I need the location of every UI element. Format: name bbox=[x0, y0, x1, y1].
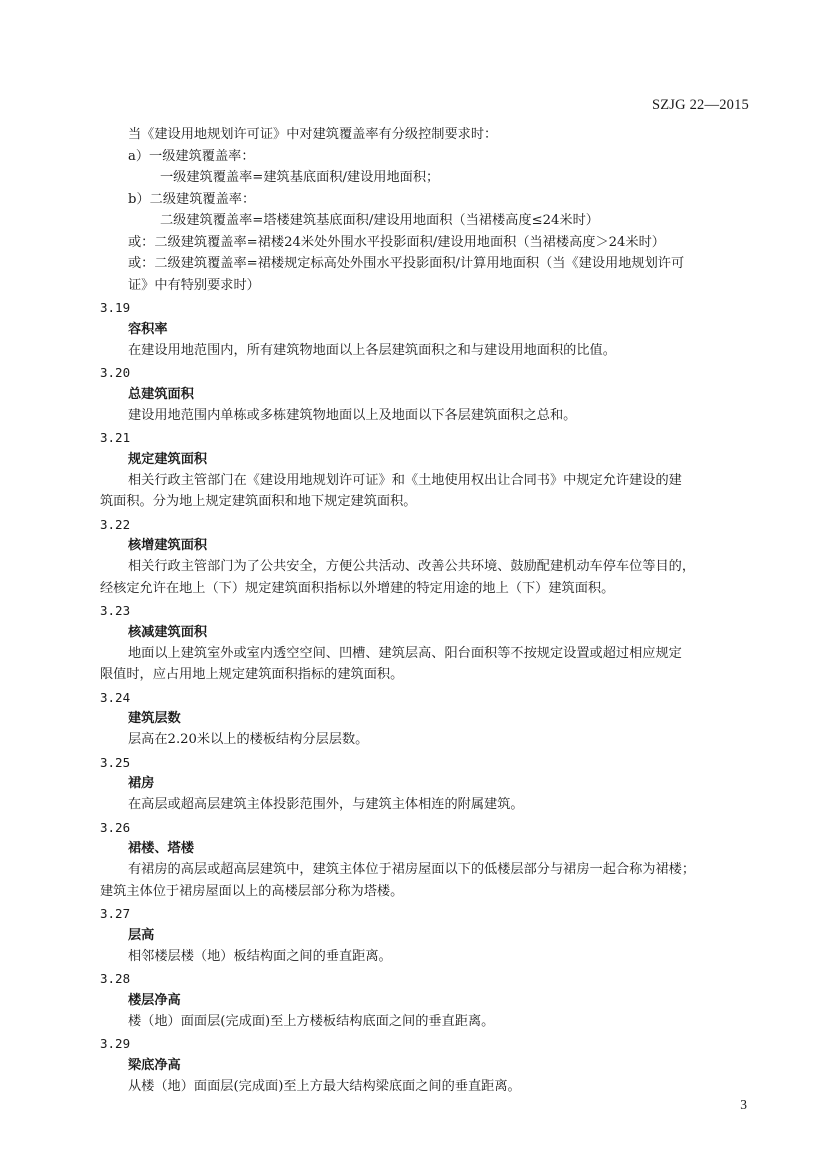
definition-entry bbox=[100, 968, 760, 1032]
term-title: 建筑层数 bbox=[128, 711, 181, 726]
clause-number: 3.27 bbox=[100, 906, 131, 921]
definition-text: 在高层或超高层建筑主体投影范围外，与建筑主体相连的附属建筑。 bbox=[128, 797, 524, 812]
definition-entry bbox=[100, 600, 760, 686]
page-number: 3 bbox=[740, 1097, 747, 1112]
definition-entry bbox=[100, 514, 760, 600]
definition-entry bbox=[100, 903, 760, 967]
clause-number: 3.23 bbox=[100, 603, 131, 618]
intro-line: a）一级建筑覆盖率： bbox=[128, 148, 255, 164]
definition-text: 限值时，应占用地上规定建筑面积指标的建筑面积。 bbox=[100, 667, 404, 682]
definition-text: 相关行政主管部门为了公共安全，方便公共活动、改善公共环境、鼓励配建机动车停车位等目的， bbox=[128, 559, 696, 574]
definition-text: 地面以上建筑室外或室内透空空间、凹槽、建筑层高、阳台面积等不按规定设置或超过相应规定 bbox=[128, 645, 682, 661]
intro-line: 二级建筑覆盖率=塔楼建筑基底面积/建设用地面积（当裙楼高度≤24米时） bbox=[160, 213, 599, 228]
definition-text: 楼（地）面面层(完成面)至上方楼板结构底面之间的垂直距离。 bbox=[128, 1013, 495, 1029]
definition-entry bbox=[100, 817, 760, 903]
term-title: 梁底净高 bbox=[128, 1057, 181, 1073]
intro-line: b）二级建筑覆盖率： bbox=[128, 191, 256, 207]
term-title: 核增建筑面积 bbox=[128, 538, 208, 553]
definition-list bbox=[100, 297, 760, 1097]
clause-number: 3.28 bbox=[100, 971, 131, 986]
definition-text: 建设用地范围内单栋或多栋建筑物地面以上及地面以下各层建筑面积之总和。 bbox=[128, 407, 577, 423]
term-title: 裙房 bbox=[128, 776, 155, 791]
definition-text: 相关行政主管部门在《建设用地规划许可证》和《土地使用权出让合同书》中规定允许建设的建 bbox=[128, 472, 682, 488]
term-title: 层高 bbox=[128, 927, 155, 943]
clause-number: 3.29 bbox=[100, 1036, 131, 1051]
definition-text: 经核定允许在地上（下）规定建筑面积指标以外增建的特定用途的地上（下）建筑面积。 bbox=[100, 580, 615, 596]
term-title: 裙楼、塔楼 bbox=[128, 841, 194, 856]
standard-code: SZJG 22—2015 bbox=[651, 97, 749, 113]
term-title: 总建筑面积 bbox=[128, 386, 194, 402]
intro-line: 或：二级建筑覆盖率=裙楼规定标高处外围水平投影面积/计算用地面积（当《建设用地规划许可 bbox=[128, 256, 685, 271]
definition-entry bbox=[100, 1033, 760, 1097]
clause-number: 3.22 bbox=[100, 516, 131, 532]
term-title: 规定建筑面积 bbox=[128, 451, 208, 467]
clause-number: 3.25 bbox=[100, 754, 131, 770]
definition-entry bbox=[100, 297, 760, 361]
definition-entry bbox=[100, 752, 760, 816]
term-title: 容积率 bbox=[128, 321, 168, 337]
intro-line: 当《建设用地规划许可证》中对建筑覆盖率有分级控制要求时： bbox=[128, 127, 498, 142]
definition-text: 相邻楼层楼（地）板结构面之间的垂直距离。 bbox=[128, 948, 392, 964]
term-title: 核减建筑面积 bbox=[128, 624, 208, 640]
definition-text: 有裙房的高层或超高层建筑中，建筑主体位于裙房屋面以下的低楼层部分与裙房一起合称为裙楼； bbox=[128, 862, 696, 877]
intro-line: 或：二级建筑覆盖率=裙楼24米处外围水平投影面积/建设用地面积（当裙楼高度＞24米时） bbox=[128, 234, 665, 250]
clause-number: 3.21 bbox=[100, 430, 131, 445]
definition-text: 在建设用地范围内，所有建筑物地面以上各层建筑面积之和与建设用地面积的比值。 bbox=[128, 342, 616, 358]
intro-line: 一级建筑覆盖率=建筑基底面积/建设用地面积； bbox=[160, 170, 440, 185]
clause-number: 3.24 bbox=[100, 689, 131, 705]
term-title: 楼层净高 bbox=[128, 992, 181, 1008]
definition-text: 层高在2.20米以上的楼板结构分层层数。 bbox=[128, 732, 369, 747]
definition-entry bbox=[100, 362, 760, 426]
clause-number: 3.20 bbox=[100, 365, 131, 380]
page-content bbox=[100, 124, 760, 1097]
definition-entry bbox=[100, 427, 760, 513]
clause-number: 3.26 bbox=[100, 819, 131, 835]
intro-line: 证》中有特别要求时） bbox=[128, 277, 260, 293]
definition-entry bbox=[100, 687, 760, 751]
clause-number: 3.19 bbox=[100, 300, 131, 315]
definition-text: 筑面积。分为地上规定建筑面积和地下规定建筑面积。 bbox=[100, 494, 417, 509]
definition-text: 从楼（地）面面层(完成面)至上方最大结构梁底面之间的垂直距离。 bbox=[128, 1078, 521, 1094]
coverage-rate-intro bbox=[100, 124, 760, 296]
definition-text: 建筑主体位于裙房屋面以上的高楼层部分称为塔楼。 bbox=[100, 883, 404, 899]
